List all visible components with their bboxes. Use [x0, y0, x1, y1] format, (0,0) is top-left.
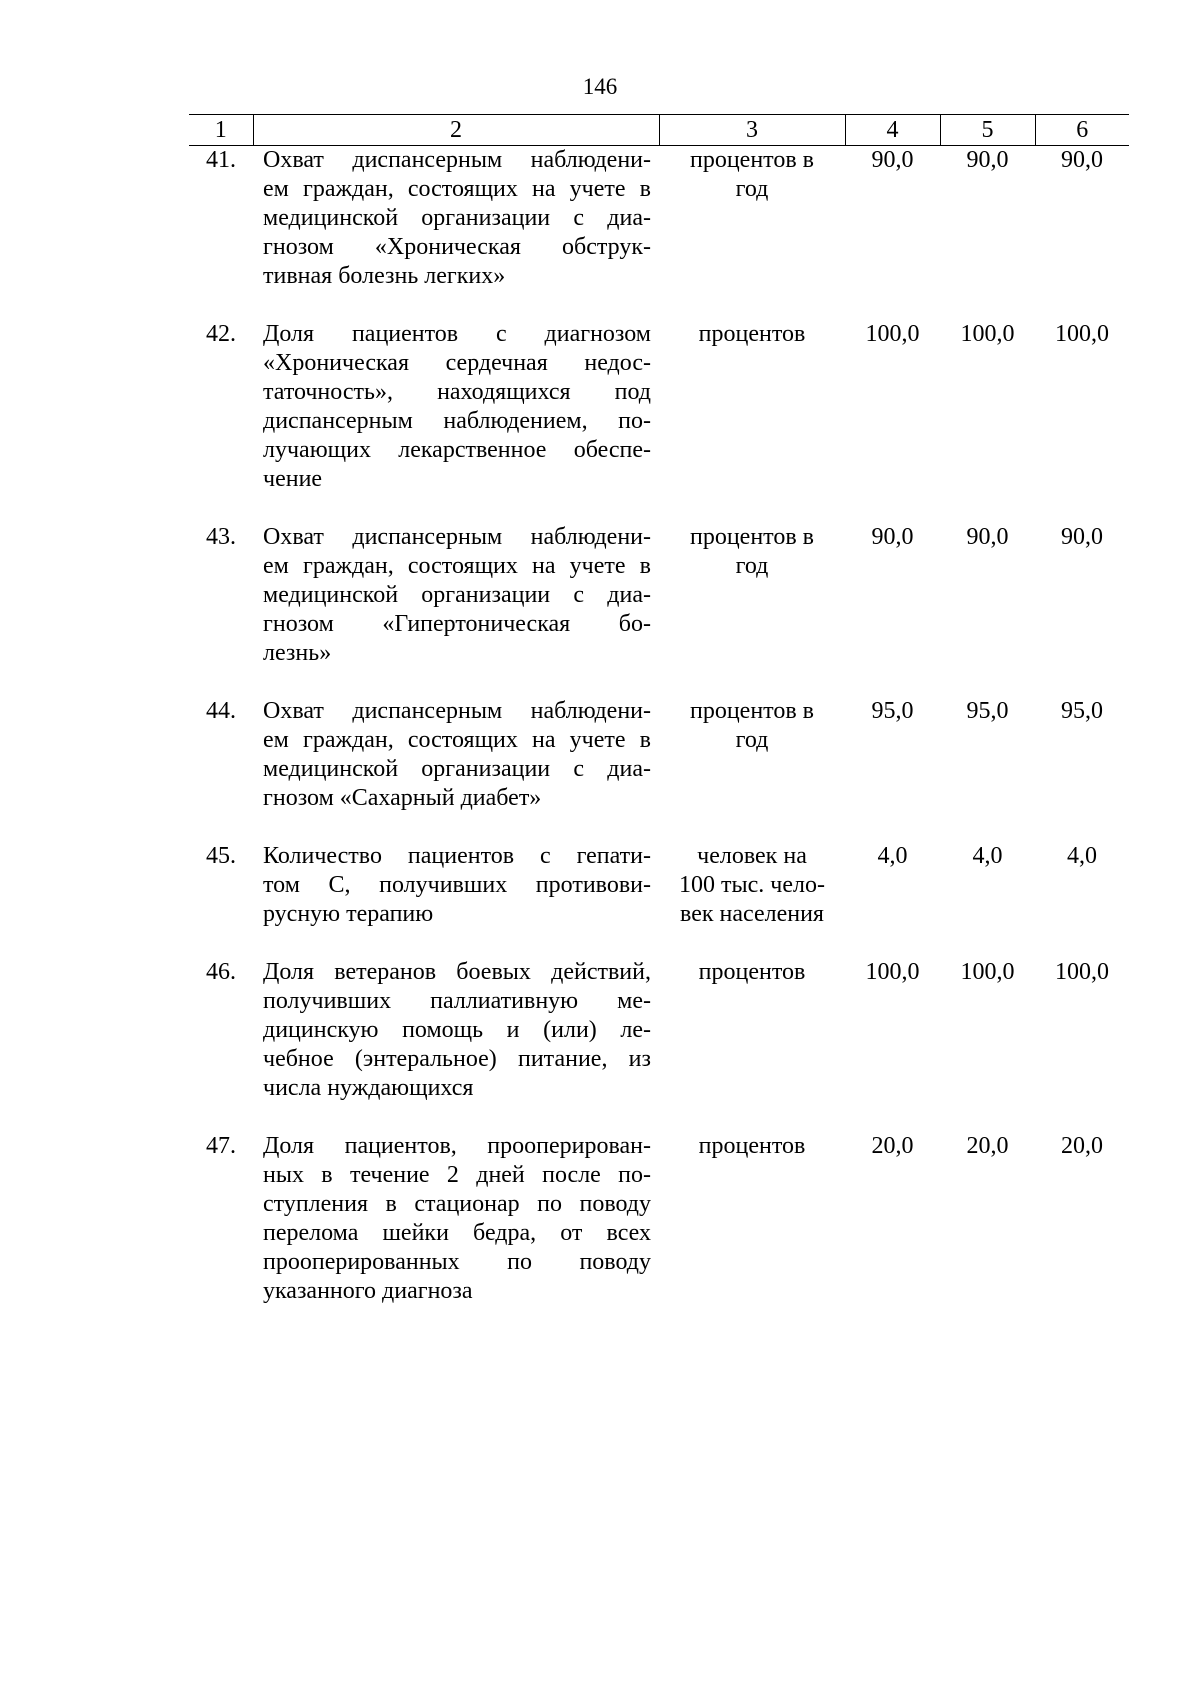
row-number: 45.	[206, 843, 236, 869]
unit-of-measure	[659, 842, 845, 958]
value-col-4: 4,0	[877, 843, 908, 869]
indicator-name-line: медицинской организации с диа-	[263, 756, 651, 782]
header-col-5: 5	[940, 115, 1035, 146]
header-col-4: 4	[845, 115, 940, 146]
indicator-name-line: ем граждан, состоящих на учете в	[263, 176, 651, 202]
value-col-4: 100,0	[865, 321, 920, 347]
indicator-name-line: числа нуждающихся	[263, 1075, 474, 1101]
table-row	[189, 958, 1129, 1132]
table-header	[189, 115, 1129, 146]
value-col-5: 4,0	[972, 843, 1003, 869]
indicator-name-line: ных в течение 2 дней после по-	[263, 1162, 651, 1188]
indicator-name-line: медицинской организации с диа-	[263, 205, 651, 231]
unit-line: процентов в	[689, 147, 815, 173]
indicator-name-line: русную терапию	[263, 901, 434, 927]
indicator-name-line: диспансерным наблюдением, по-	[263, 408, 651, 434]
row-number: 41.	[206, 147, 236, 173]
indicator-name-line: гнозом «Сахарный диабет»	[263, 785, 542, 811]
indicator-name-line: гнозом «Гипертоническая бо-	[263, 611, 651, 637]
indicator-name-line: Охват диспансерным наблюдени-	[263, 524, 651, 550]
value-col-6: 20,0	[1061, 1133, 1103, 1159]
indicator-name-line: ступления в стационар по поводу	[263, 1191, 651, 1217]
header-col-3: 3	[659, 115, 845, 146]
value-col-6: 100,0	[1055, 959, 1109, 985]
indicator-name-line: Доля ветеранов боевых действий,	[263, 959, 651, 985]
indicator-name-line: Охват диспансерным наблюдени-	[263, 147, 651, 173]
row-number: 46.	[206, 959, 236, 985]
value-col-5: 95,0	[966, 698, 1009, 724]
table-row	[189, 523, 1129, 697]
indicator-name-line: медицинской организации с диа-	[263, 582, 651, 608]
indicator-name	[253, 146, 659, 321]
unit-line: процентов в	[689, 524, 815, 550]
indicator-name-line: Охват диспансерным наблюдени-	[263, 698, 651, 724]
indicator-name	[253, 697, 659, 842]
indicator-name-line: дицинскую помощь и (или) ле-	[263, 1017, 651, 1043]
unit-line: процентов	[698, 321, 806, 347]
value-col-4: 95,0	[871, 698, 914, 724]
indicator-name	[253, 523, 659, 697]
unit-of-measure	[659, 1132, 845, 1335]
header-col-6: 6	[1035, 115, 1129, 146]
header-col-1: 1	[189, 115, 253, 146]
value-col-4: 90,0	[871, 147, 914, 173]
unit-line: год	[735, 553, 769, 579]
unit-line: год	[735, 176, 769, 202]
value-col-6: 95,0	[1061, 698, 1103, 724]
row-number: 42.	[206, 321, 236, 347]
row-number: 43.	[206, 524, 236, 550]
value-col-5: 90,0	[966, 147, 1009, 173]
value-col-5: 100,0	[960, 959, 1015, 985]
indicator-name-line: ем граждан, состоящих на учете в	[263, 553, 651, 579]
table-row	[189, 320, 1129, 523]
value-col-5: 90,0	[966, 524, 1009, 550]
indicator-name-line: указанного диагноза	[263, 1278, 473, 1304]
indicator-name-line: чебное (энтеральное) питание, из	[263, 1046, 651, 1072]
unit-of-measure	[659, 523, 845, 697]
value-col-4: 100,0	[865, 959, 920, 985]
table-row	[189, 842, 1129, 958]
unit-of-measure	[659, 146, 845, 321]
value-col-6: 90,0	[1061, 147, 1103, 173]
indicator-name-line: лучающих лекарственное обеспе-	[263, 437, 651, 463]
table-row	[189, 146, 1129, 321]
indicator-name-line: таточность», находящихся под	[263, 379, 651, 405]
unit-of-measure	[659, 320, 845, 523]
header-col-2: 2	[253, 115, 659, 146]
unit-line: человек на	[697, 843, 807, 869]
table-row	[189, 1132, 1129, 1335]
table-row	[189, 697, 1129, 842]
indicator-name-line: «Хроническая сердечная недос-	[263, 350, 651, 376]
unit-line: процентов	[698, 1133, 806, 1159]
indicator-name-line: тивная болезнь легких»	[263, 263, 506, 289]
value-col-4: 20,0	[871, 1133, 914, 1159]
indicator-name-line: получивших паллиативную ме-	[263, 988, 651, 1014]
unit-line: процентов в	[689, 698, 815, 724]
indicator-name-line: чение	[263, 466, 323, 492]
value-col-6: 100,0	[1055, 321, 1109, 347]
unit-line: процентов	[698, 959, 806, 985]
value-col-6: 90,0	[1061, 524, 1103, 550]
unit-line: век населения	[680, 901, 824, 927]
page-number: 146	[582, 74, 618, 99]
value-col-6: 4,0	[1067, 843, 1097, 869]
indicator-name-line: перелома шейки бедра, от всех	[263, 1220, 651, 1246]
indicator-name-line: Доля пациентов, прооперирован-	[263, 1133, 651, 1159]
indicator-name-line: прооперированных по поводу	[263, 1249, 651, 1275]
row-number: 47.	[206, 1133, 236, 1159]
indicator-name	[253, 320, 659, 523]
unit-line: год	[735, 727, 769, 753]
indicator-name	[253, 958, 659, 1132]
value-col-5: 20,0	[966, 1133, 1009, 1159]
indicator-name	[253, 1132, 659, 1335]
row-number: 44.	[206, 698, 236, 724]
indicator-name-line: том С, получивших противови-	[263, 872, 651, 898]
indicator-name-line: Количество пациентов с гепати-	[263, 843, 651, 869]
indicator-name-line: гнозом «Хроническая обструк-	[263, 234, 651, 260]
table-body	[189, 146, 1129, 1336]
indicator-name-line: Доля пациентов с диагнозом	[263, 321, 651, 347]
indicator-name-line: ем граждан, состоящих на учете в	[263, 727, 651, 753]
unit-of-measure	[659, 958, 845, 1132]
indicators-table	[189, 114, 1129, 1335]
unit-of-measure	[659, 697, 845, 842]
value-col-4: 90,0	[871, 524, 914, 550]
indicator-name-line: лезнь»	[263, 640, 332, 666]
value-col-5: 100,0	[960, 321, 1015, 347]
unit-line: 100 тыс. чело-	[679, 872, 825, 898]
indicator-name	[253, 842, 659, 958]
